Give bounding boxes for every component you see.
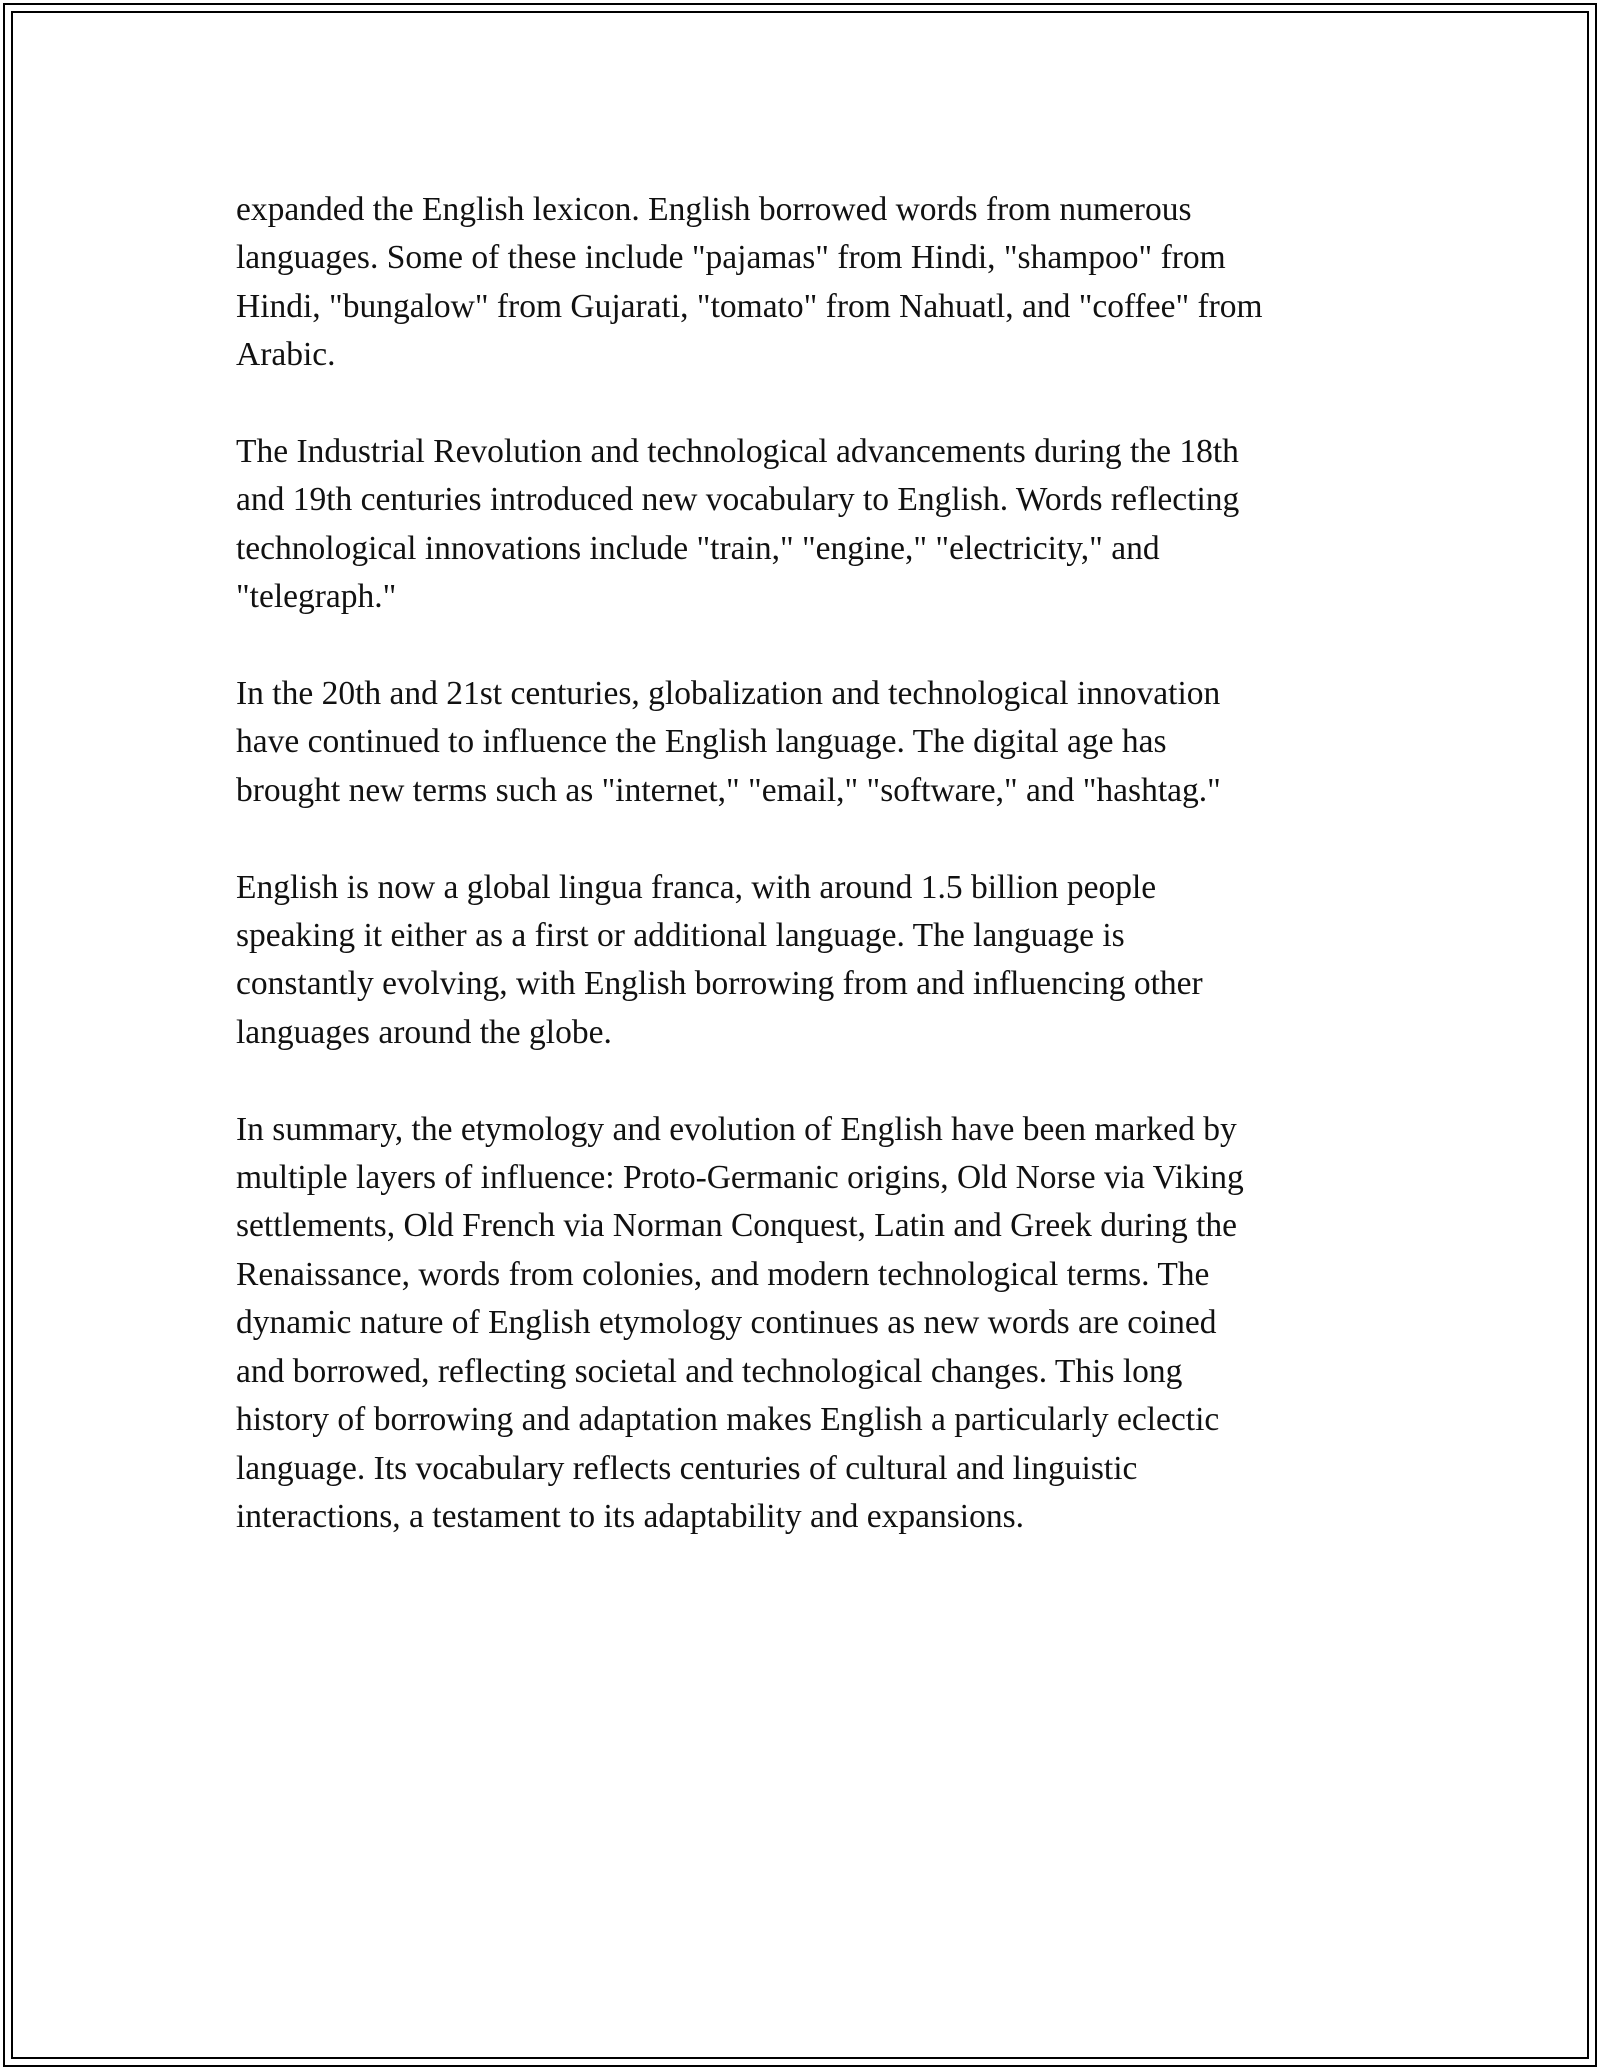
text-line: speaking it either as a first or additional language. The language is (236, 917, 1125, 955)
paragraph-lingua-franca (236, 864, 1386, 1058)
text-line: Arabic. (236, 336, 336, 374)
text-line: languages around the globe. (236, 1013, 612, 1051)
text-line: brought new terms such as "internet," "email," "software," and "hashtag." (236, 771, 1221, 809)
text-line: multiple layers of influence: Proto-Germanic origins, Old Norse via Viking (236, 1159, 1244, 1197)
text-line: English is now a global lingua franca, with around 1.5 billion people (236, 868, 1157, 906)
text-line: language. Its vocabulary reflects centuries of cultural and linguistic (236, 1449, 1138, 1487)
paragraph-borrowed-words (236, 186, 1386, 380)
text-line: languages. Some of these include "pajamas" from Hindi, "shampoo" from (236, 239, 1226, 277)
text-line: history of borrowing and adaptation makes English a particularly eclectic (236, 1401, 1220, 1439)
paragraph-digital-age (236, 670, 1386, 815)
text-line: interactions, a testament to its adaptability and expansions. (236, 1497, 1024, 1535)
text-line: have continued to influence the English language. The digital age has (236, 723, 1167, 761)
text-line: constantly evolving, with English borrowing from and influencing other (236, 965, 1203, 1003)
text-line: settlements, Old French via Norman Conquest, Latin and Greek during the (236, 1207, 1238, 1245)
text-line: and borrowed, reflecting societal and technological changes. This long (236, 1352, 1183, 1390)
paragraph-summary (236, 1106, 1386, 1542)
document-body (236, 186, 1386, 1590)
text-line: "telegraph." (236, 578, 397, 616)
text-line: In the 20th and 21st centuries, globalization and technological innovation (236, 675, 1221, 713)
paragraph-industrial-revolution (236, 428, 1386, 622)
text-line: and 19th centuries introduced new vocabulary to English. Words reflecting (236, 481, 1240, 519)
text-line: technological innovations include "train," "engine," "electricity," and (236, 529, 1160, 567)
text-line: Renaissance, words from colonies, and modern technological terms. The (236, 1255, 1210, 1293)
text-line: Hindi, "bungalow" from Gujarati, "tomato" from Nahuatl, and "coffee" from (236, 287, 1263, 325)
text-line: The Industrial Revolution and technological advancements during the 18th (236, 433, 1239, 471)
text-line: expanded the English lexicon. English borrowed words from numerous (236, 191, 1192, 228)
text-line: In summary, the etymology and evolution of English have been marked by (236, 1110, 1237, 1148)
text-line: dynamic nature of English etymology continues as new words are coined (236, 1304, 1217, 1342)
